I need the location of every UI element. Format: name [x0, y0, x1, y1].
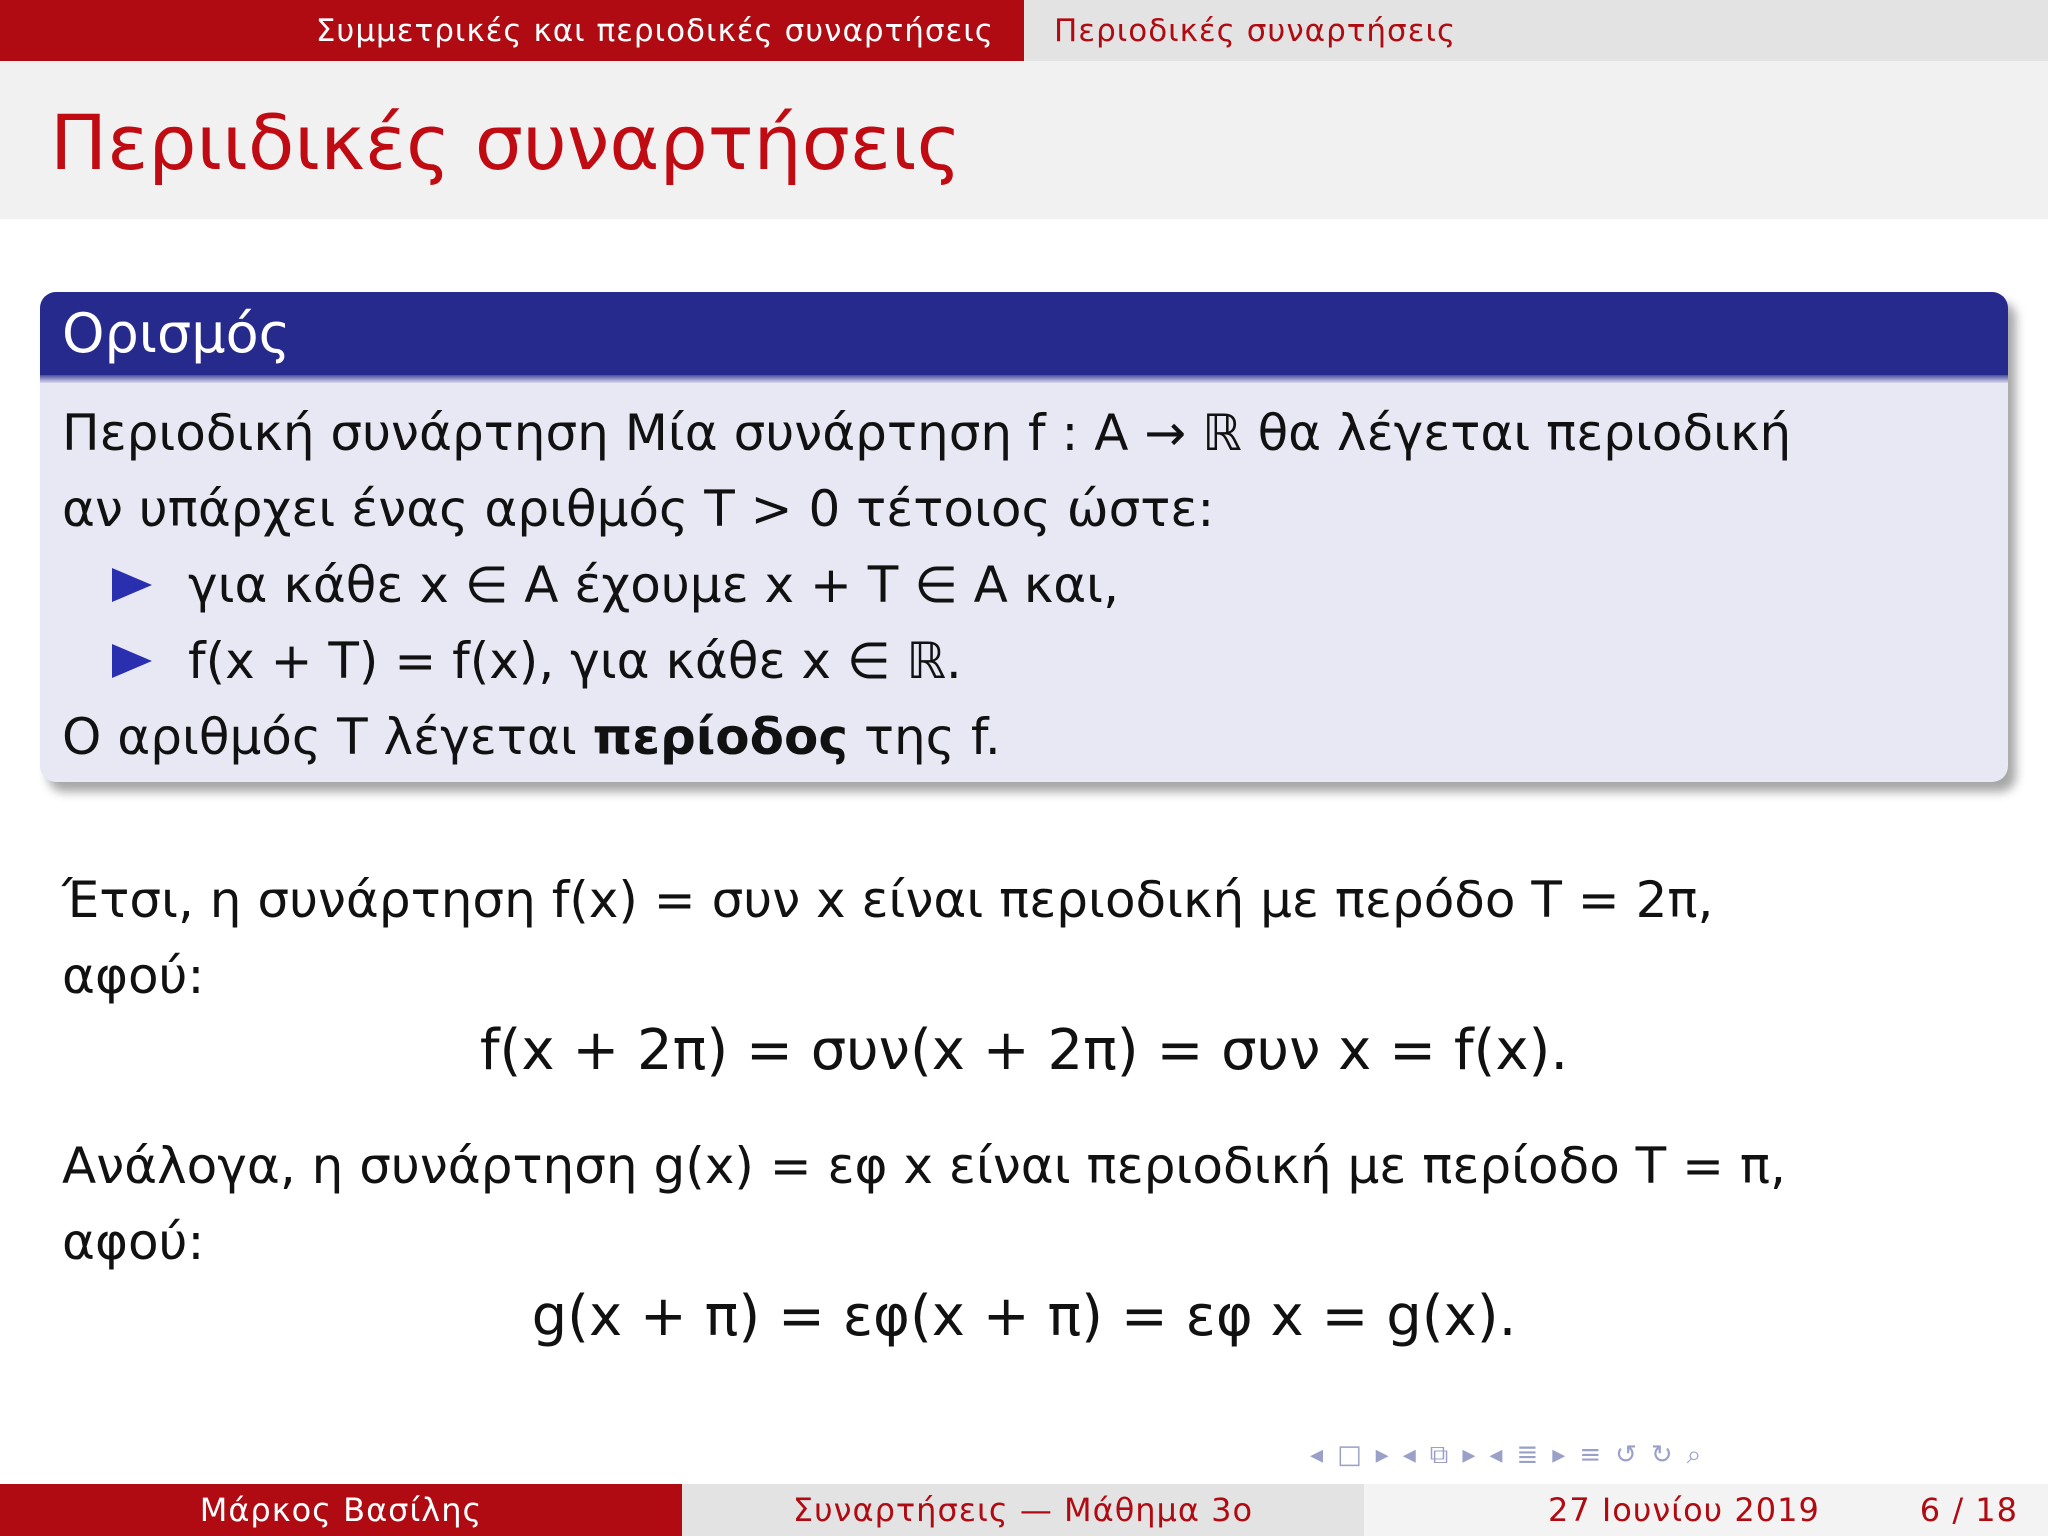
- footer-meta: [1364, 1484, 2048, 1536]
- definition-bullet-1: [62, 547, 1986, 623]
- nav-next-frame-icon[interactable]: ▸: [1375, 1440, 1389, 1470]
- footer-bar: [0, 1484, 2048, 1536]
- example-1-equation: f(x + 2π) = συν(x + 2π) = συν x = f(x).: [479, 1018, 1569, 1083]
- nav-frame-icon[interactable]: □: [1337, 1440, 1362, 1470]
- bullet-triangle-icon: [112, 568, 152, 602]
- bullet-triangle-icon: [112, 644, 152, 678]
- nav-prev-section-icon[interactable]: ◂: [1489, 1440, 1503, 1470]
- example-2-equation: g(x + π) = εφ(x + π) = εφ x = g(x).: [531, 1284, 1517, 1349]
- definition-line-3-pre: Ο αριθμός T λέγεται: [62, 708, 593, 766]
- search-icon[interactable]: ⌕: [1686, 1439, 1702, 1470]
- definition-line-2: αν υπάρχει ένας αριθμός T > 0 τέτοιος ώστε:: [62, 480, 1215, 538]
- example-2-line-2: αφού:: [62, 1213, 205, 1271]
- nav-next-subsection-icon[interactable]: ▸: [1462, 1440, 1476, 1470]
- nav-next-section-icon[interactable]: ▸: [1552, 1440, 1566, 1470]
- nav-back-icon[interactable]: ↺: [1615, 1440, 1637, 1470]
- nav-section-icon[interactable]: ≣: [1516, 1440, 1539, 1470]
- nav-subsection-icon[interactable]: ⧉: [1429, 1439, 1449, 1470]
- frame-title: Περιιδικές συναρτήσεις: [50, 98, 962, 187]
- definition-line-3: [62, 699, 1986, 775]
- definition-separator: [40, 375, 2008, 383]
- definition-bullet-2: [62, 623, 1986, 699]
- header-section-link[interactable]: Συμμετρικές και περιοδικές συναρτήσεις: [0, 0, 1024, 61]
- definition-body: [40, 383, 2008, 775]
- example-1-line-2: αφού:: [62, 947, 205, 1005]
- definition-line-1: Περιοδική συνάρτηση Μία συνάρτηση f : A → ℝ θα λέγεται περιοδική: [62, 404, 1792, 462]
- example-1-line-1: Έτσι, η συνάρτηση f(x) = συν x είναι περιοδική με περόδο T = 2π,: [62, 871, 1714, 929]
- header-subsection-link[interactable]: Περιοδικές συναρτήσεις: [1024, 0, 2048, 61]
- footer-talk-title: Συναρτήσεις — Μάθημα 3ο: [682, 1484, 1364, 1536]
- frame-title-bar: [0, 61, 2048, 219]
- definition-line-3-post: της f.: [848, 708, 1001, 766]
- definition-bullet-2-text: f(x + T) = f(x), για κάθε x ∈ ℝ.: [188, 632, 962, 690]
- definition-block: [40, 292, 2008, 782]
- nav-prev-subsection-icon[interactable]: ◂: [1402, 1440, 1416, 1470]
- header-navigation-bar: [0, 0, 2048, 61]
- example-1-text: [62, 862, 1713, 1014]
- definition-heading: Ορισμός: [40, 292, 2008, 375]
- nav-prev-frame-icon[interactable]: ◂: [1310, 1440, 1324, 1470]
- definition-bullet-1-text: για κάθε x ∈ A έχουμε x + T ∈ A και,: [188, 556, 1119, 614]
- footer-author: Μάρκος Βασίλης: [0, 1484, 682, 1536]
- definition-term-period: περίοδος: [592, 708, 848, 766]
- example-2-line-1: Ανάλογα, η συνάρτηση g(x) = εφ x είναι περιοδική με περίοδο T = π,: [62, 1137, 1786, 1195]
- footer-date: 27 Ιουνίου 2019: [1547, 1491, 1820, 1529]
- nav-toc-icon[interactable]: ≡: [1579, 1440, 1602, 1470]
- beamer-navigation-icons: [1310, 1440, 2030, 1470]
- example-2-text: [62, 1128, 1786, 1280]
- nav-forward-icon[interactable]: ↻: [1650, 1440, 1673, 1470]
- footer-page-number: 6 / 18: [1919, 1491, 2018, 1529]
